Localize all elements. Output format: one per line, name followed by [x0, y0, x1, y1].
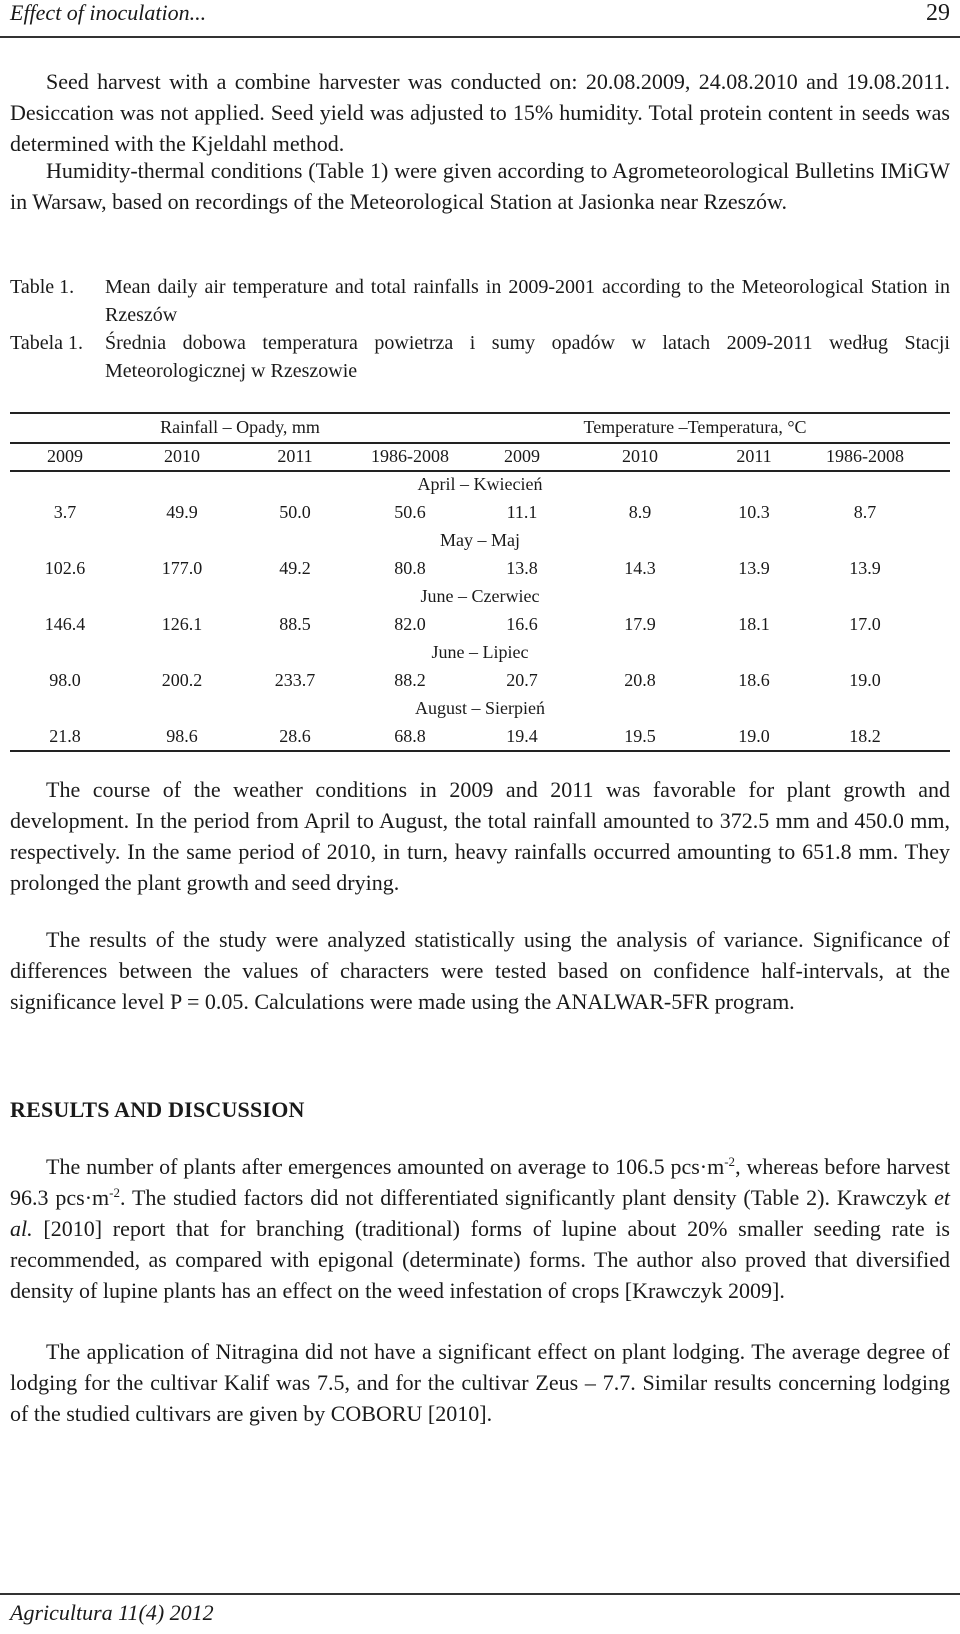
caption-pl-text: Średnia dobowa temperatura powietrza i sumy opadów w latach 2009-2011 według Stacji Meteorologicznej w Rzeszowie — [105, 332, 950, 382]
month-label: April – Kwiecień — [417, 474, 543, 494]
table-cell: 88.2 — [394, 670, 426, 690]
table-cell: 49.9 — [166, 502, 198, 522]
table-cell: 50.6 — [394, 502, 426, 522]
table-cell: 19.5 — [624, 726, 656, 746]
table-cell: 10.3 — [738, 502, 770, 522]
et-al: et al. — [10, 1185, 951, 1241]
table-cell: 233.7 — [274, 670, 316, 690]
results-paragraph-2: The application of Nitragina did not have a significant effect on plant lodging. The average degree of lodging for the cultivar Kalif was 7.5, and for the cultivar Zeus – 7.7. Similar results concerning lodging of the studied cultivars are given by COBORU [2010]. — [10, 1339, 950, 1426]
superscript: -2 — [724, 1154, 736, 1169]
intro-paragraph-1: Seed harvest with a combine harvester was conducted on: 20.08.2009, 24.08.2010 and 19.08.2011. Desiccation was not applied. Seed yield was adjusted to 15% humidity. Total protein content in seeds was determined with the Kjeldahl method. — [10, 69, 950, 156]
temperature-group-header: Temperature –Temperatura, °C — [583, 417, 807, 437]
table-cell: 18.1 — [738, 614, 770, 634]
table-cell: 18.6 — [738, 670, 770, 690]
table-cell: 17.0 — [849, 614, 881, 634]
column-header: 1986-2008 — [371, 446, 449, 466]
table-cell: 19.0 — [738, 726, 770, 746]
month-label: May – Maj — [440, 530, 520, 550]
table-cell: 88.5 — [279, 614, 311, 634]
table-cell: 21.8 — [49, 726, 81, 746]
table-cell: 102.6 — [44, 558, 86, 578]
journal-footer: Agricultura 11(4) 2012 — [10, 1600, 214, 1625]
table-caption — [10, 273, 950, 385]
running-title: Effect of inoculation... — [10, 0, 207, 25]
table-cell: 3.7 — [53, 502, 77, 522]
weather-paragraph-2: The results of the study were analyzed statistically using the analysis of variance. Significance of differences between the values of characters were tested based on confidence half-intervals, at the significance level P = 0.05. Calculations were made using the ANALWAR-5FR program. — [10, 927, 950, 1014]
running-header — [10, 0, 950, 34]
table-cell: 18.2 — [849, 726, 881, 746]
column-header: 2009 — [47, 446, 83, 466]
table-cell: 68.8 — [394, 726, 426, 746]
superscript: -2 — [109, 1185, 120, 1200]
caption-en-text: Mean daily air temperature and total rainfalls in 2009-2001 according to the Meteorological Station in Rzeszów — [105, 276, 950, 326]
table-cell: 16.6 — [506, 614, 538, 634]
weather-paragraph-1: The course of the weather conditions in 2009 and 2011 was favorable for plant growth and development. In the period from April to August, the total rainfall amounted to 372.5 mm and 450.0 mm, respectively. In the same period of 2010, in turn, heavy rainfalls occurred amounting to 651.8 mm. They prolonged the plant growth and seed drying. — [10, 777, 950, 895]
section-heading: RESULTS AND DISCUSSION — [10, 1097, 305, 1122]
column-header: 1986-2008 — [826, 446, 904, 466]
table-cell: 8.9 — [628, 502, 652, 522]
table-cell: 19.4 — [506, 726, 538, 746]
column-header: 2010 — [622, 446, 658, 466]
table-cell: 98.0 — [49, 670, 81, 690]
column-header: 2010 — [164, 446, 200, 466]
table-cell: 13.9 — [849, 558, 881, 578]
table-cell: 13.8 — [506, 558, 538, 578]
page-number: 29 — [926, 0, 950, 26]
rainfall-group-header: Rainfall – Opady, mm — [160, 417, 320, 437]
table-cell: 11.1 — [506, 502, 538, 522]
results-paragraph-1: The number of plants after emergences amounted on average to 106.5 $pcs\cdot m^{-2}$, whereas before harvest 96.3 $pcs\cdot m^{-2}$. The studied factors did not differentiated significantly plant density (Table 2). Krawczyk et al. [2010] report that for branching (traditional) forms of lupine about 20% smaller seeding rate is recommended, as compared with epigonal (determinate) forms. The author also proved that diversified density of lupine plants has an effect on the weed infestation of crops [Krawczyk 2009]. — [10, 1154, 951, 1303]
table-cell: 80.8 — [394, 558, 426, 578]
caption-english — [10, 273, 950, 329]
month-label: August – Sierpień — [415, 698, 545, 718]
table-cell: 126.1 — [161, 614, 203, 634]
column-header: 2011 — [736, 446, 772, 466]
table-cell: 20.7 — [506, 670, 538, 690]
table-bottom-rule — [10, 750, 950, 752]
table-cell: 82.0 — [394, 614, 426, 634]
table-cell: 200.2 — [161, 670, 203, 690]
table-cell: 28.6 — [279, 726, 311, 746]
table-cell: 20.8 — [624, 670, 656, 690]
table-cell: 14.3 — [624, 558, 656, 578]
table-cell: 177.0 — [161, 558, 203, 578]
table-cell: 146.4 — [44, 614, 86, 634]
month-label: June – Czerwiec — [420, 586, 540, 606]
column-header: 2009 — [504, 446, 540, 466]
table-cell: 13.9 — [738, 558, 770, 578]
caption-en-label: Table 1. — [10, 276, 75, 298]
table-cell: 98.6 — [166, 726, 198, 746]
month-label: June – Lipiec — [431, 642, 529, 662]
caption-polish — [10, 329, 950, 385]
table-cell: 19.0 — [849, 670, 881, 690]
intro-paragraph-2: Humidity-thermal conditions (Table 1) were given according to Agrometeorological Bulletins IMiGW in Warsaw, based on recordings of the Meteorological Station at Jasionka near Rzeszów. — [10, 158, 950, 214]
table-cell: 8.7 — [853, 502, 877, 522]
header-rule — [0, 36, 960, 38]
footer-rule — [0, 1593, 960, 1595]
table-cell: 17.9 — [624, 614, 656, 634]
table-cell: 50.0 — [279, 502, 311, 522]
column-header: 2011 — [277, 446, 313, 466]
caption-pl-label: Tabela 1. — [10, 332, 84, 354]
table-cell: 49.2 — [279, 558, 311, 578]
